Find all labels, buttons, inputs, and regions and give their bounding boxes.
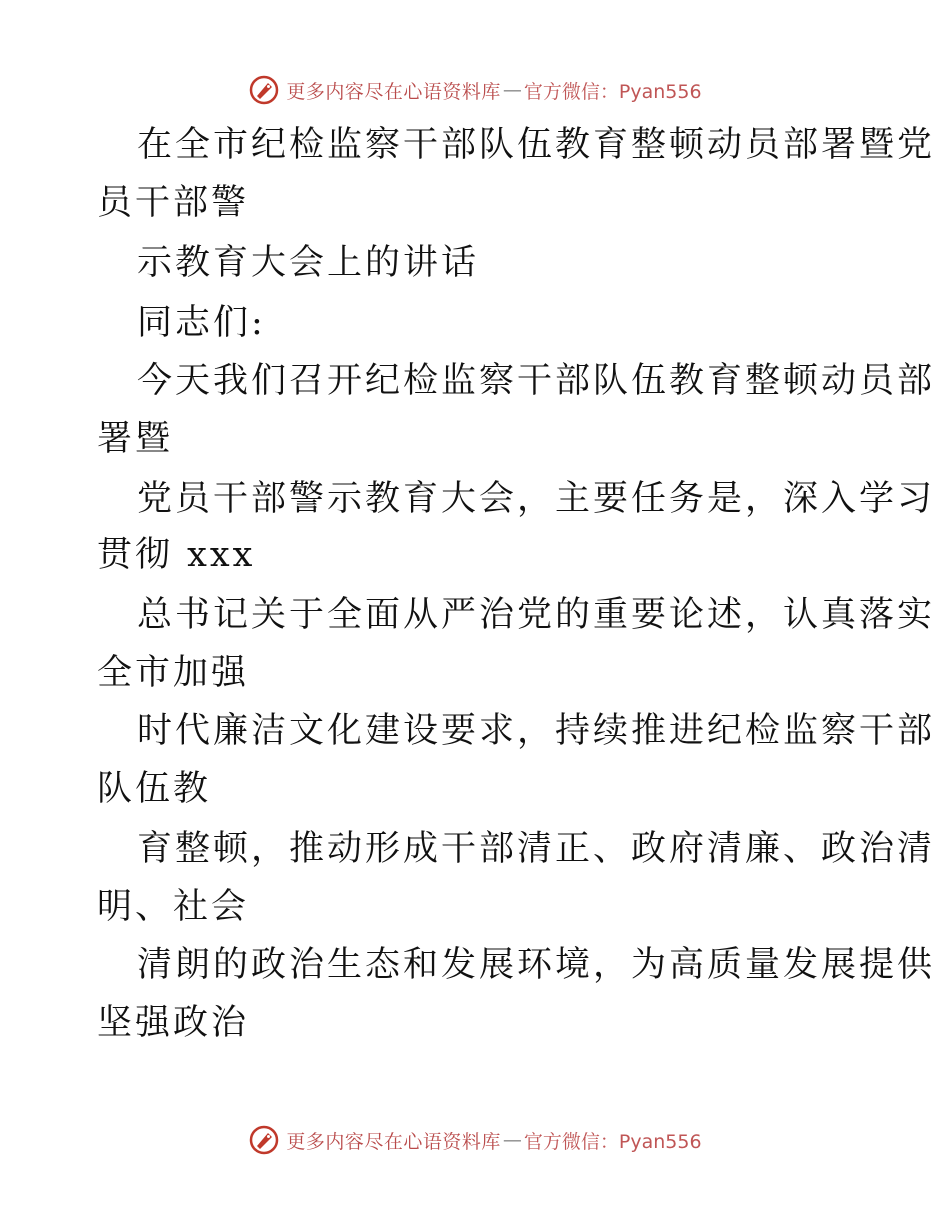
text-line: 清朗的政治生态和发展环境，为高质量发展提供 <box>137 945 936 985</box>
text-line: 示教育大会上的讲话 <box>137 243 480 283</box>
text-line: 今天我们召开纪检监察干部队伍教育整顿动员部 <box>137 361 936 401</box>
text-line: 时代廉洁文化建设要求，持续推进纪检监察干部 <box>137 711 936 751</box>
text-line: 署暨 <box>97 419 174 459</box>
text-line: 在全市纪检监察干部队伍教育整顿动员部署暨党 <box>137 125 936 165</box>
footer-banner <box>0 1120 950 1160</box>
banner-dash: — <box>502 79 522 101</box>
text-line: 党员干部警示教育大会，主要任务是，深入学习 <box>137 479 936 519</box>
banner-title: 更多内容尽在心语资料库 <box>286 1130 501 1153</box>
pen-nib-logo-icon <box>248 74 280 106</box>
text-line: 育整顿，推动形成干部清正、政府清廉、政治清 <box>137 829 936 869</box>
banner-title: 更多内容尽在心语资料库 <box>286 80 501 103</box>
text-line: 同志们: <box>137 303 266 343</box>
text-line: 全市加强 <box>97 653 250 693</box>
banner-dash: — <box>502 1129 522 1151</box>
pen-nib-logo-icon <box>248 1124 280 1156</box>
text-line: 明、社会 <box>97 887 250 927</box>
banner-wechat: 官方微信：Pyan556 <box>523 80 702 103</box>
text-line: 队伍教 <box>97 769 212 809</box>
banner-wechat: 官方微信：Pyan556 <box>523 1130 702 1153</box>
text-line: 总书记关于全面从严治党的重要论述，认真落实 <box>137 595 936 635</box>
header-banner <box>0 70 950 110</box>
text-line: 坚强政治 <box>97 1003 250 1043</box>
text-line: 员干部警 <box>97 183 250 223</box>
text-line: 贯彻 xxx <box>97 535 256 575</box>
